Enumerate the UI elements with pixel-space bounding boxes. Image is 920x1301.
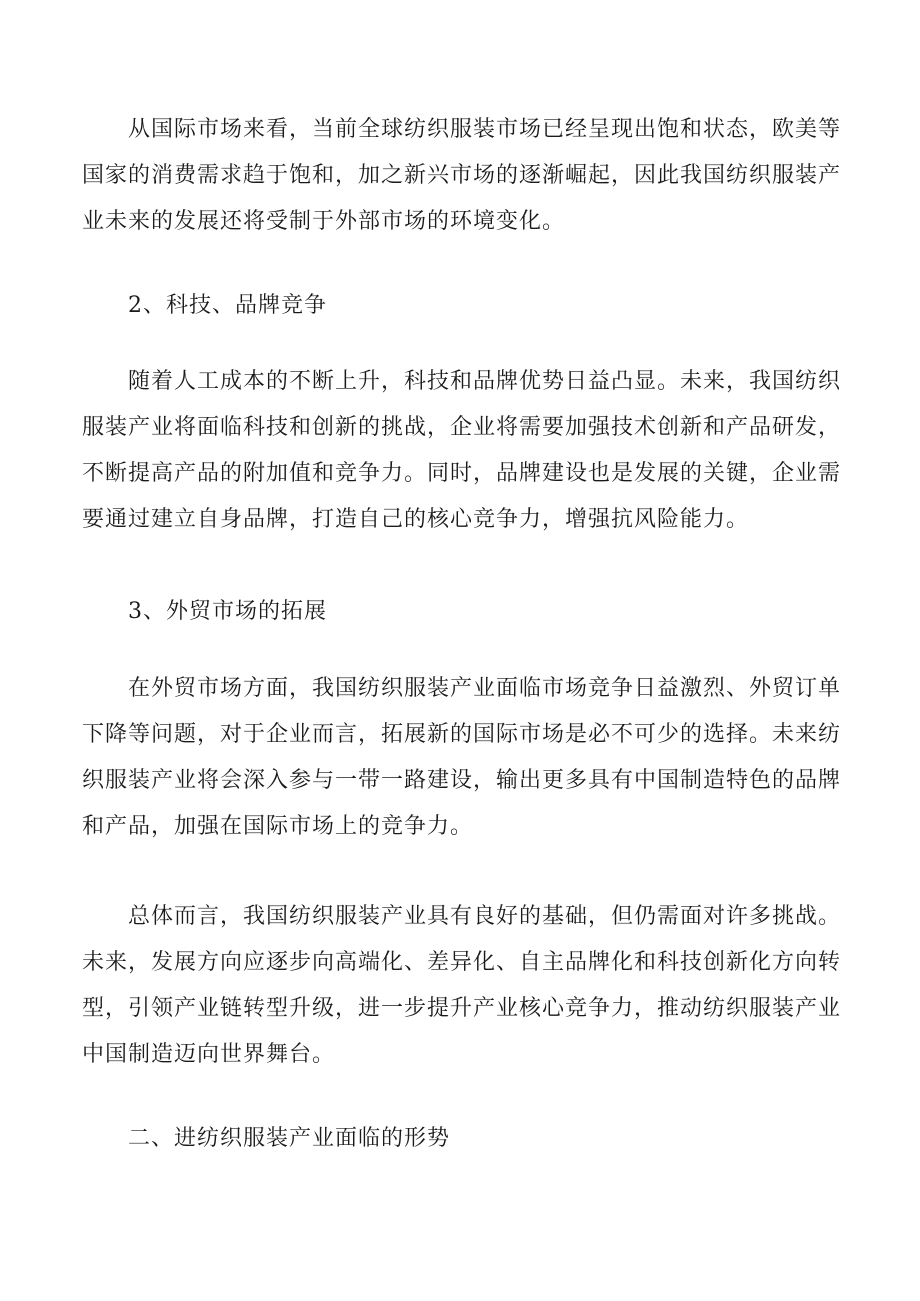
paragraph-line: 国家的消费需求趋于饱和，加之新兴市场的逐渐崛起，因此我国纺织服装产 [82, 163, 842, 188]
heading-foreign-trade: 3、外贸市场的拓展 [128, 599, 327, 624]
paragraph-line: 随着人工成本的不断上升，科技和品牌优势日益凸显。未来，我国纺织 [128, 369, 842, 394]
paragraph-international-market [82, 107, 842, 245]
paragraph-line: 在外贸市场方面，我国纺织服装产业面临市场竞争日益激烈、外贸订单 [128, 676, 842, 701]
paragraph-line: 要通过建立自身品牌，打造自己的核心竞争力，增强抗风险能力。 [82, 507, 750, 532]
paragraph-tech-brand [82, 359, 842, 543]
paragraph-line: 中国制造迈向世界舞台。 [82, 1042, 336, 1067]
paragraph-line: 和产品，加强在国际市场上的竞争力。 [82, 814, 474, 839]
paragraph-line: 未来，发展方向应逐步向高端化、差异化、自主品牌化和科技创新化方向转 [82, 950, 842, 975]
heading-tech-brand: 2、科技、品牌竞争 [128, 293, 327, 318]
paragraph-line: 从国际市场来看，当前全球纺织服装市场已经呈现出饱和状态，欧美等 [128, 117, 842, 142]
paragraph-foreign-trade [82, 666, 842, 850]
paragraph-line: 下降等问题，对于企业而言，拓展新的国际市场是必不可少的选择。未来纺 [82, 722, 842, 747]
paragraph-line: 总体而言，我国纺织服装产业具有良好的基础，但仍需面对许多挑战。 [128, 904, 842, 929]
paragraph-summary [82, 894, 842, 1078]
paragraph-line: 不断提高产品的附加值和竞争力。同时，品牌建设也是发展的关键，企业需 [82, 461, 842, 486]
heading-section-two: 二、进纺织服装产业面临的形势 [128, 1126, 451, 1151]
paragraph-line: 织服装产业将会深入参与一带一路建设，输出更多具有中国制造特色的品牌 [82, 768, 842, 793]
paragraph-line: 业未来的发展还将受制于外部市场的环境变化。 [82, 209, 566, 234]
paragraph-line: 服装产业将面临科技和创新的挑战，企业将需要加强技术创新和产品研发， [82, 415, 842, 440]
paragraph-line: 型，引领产业链转型升级，进一步提升产业核心竞争力，推动纺织服装产业 [82, 996, 842, 1021]
